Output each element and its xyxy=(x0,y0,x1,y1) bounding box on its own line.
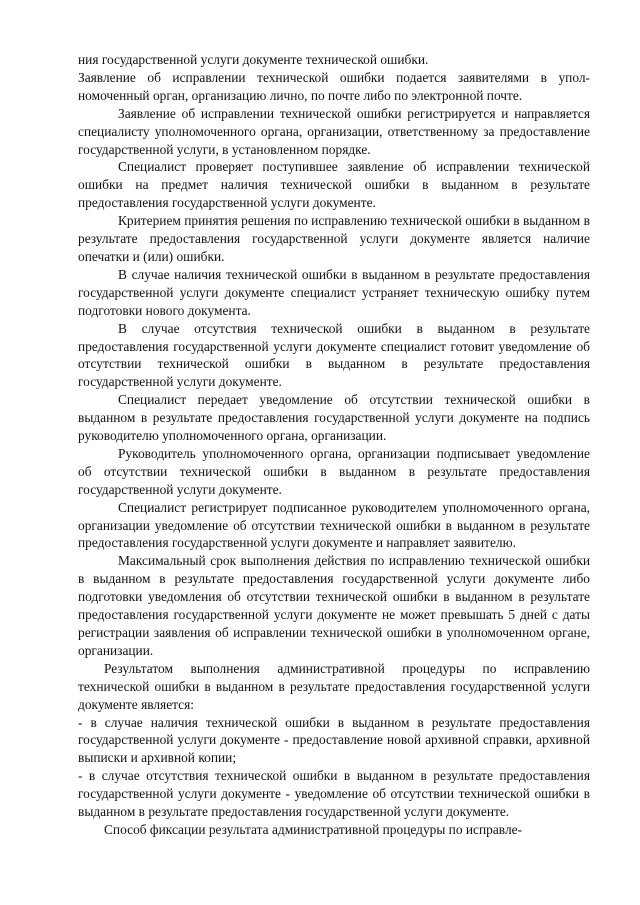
paragraph-max-term: Максимальный срок выполнения действия по исправлению технической ошибки в выданном в результате предоставления государственной услуги документе либо подготовки уведомления об отсутствии технической ошибки в выданном в результате предоставления государственной услуги документе не может превышать 5 дней с даты регистрации заявления об исправлении технической ошибки в уполномоченном органе, организации. xyxy=(78,553,590,658)
paragraph-decision-criteria: Критерием принятия решения по исправлению технической ошибки в выданном в результате предоставления государственной услуги документе является наличие опечатки и (или) ошибки. xyxy=(78,213,590,264)
paragraph-application-submission: Заявление об исправлении технической ошибки подается заявителями в уполномоченный орган, организацию лично, по почте либо по электронной почте. xyxy=(78,69,590,103)
document-page xyxy=(78,51,590,839)
paragraph-error-absent: В случае отсутствия технической ошибки в выданном в результате предоставления государственной услуги документе специалист готовит уведомление об отсутствии технической ошибки в выданном в результате предоставления государственной услуги документе. xyxy=(78,320,590,390)
paragraph-fixation-method: Способ фиксации результата административной процедуры по исправле- xyxy=(104,821,523,837)
paragraph-application-registration: Заявление об исправлении технической ошибки регистрируется и направляется специалисту уполномоченного органа, организации, ответственному за предоставление государственной услуги, в установленном порядке. xyxy=(78,105,590,157)
paragraph-error-present: В случае наличия технической ошибки в выданном в результате предоставления государственной услуги документе специалист устраняет техническую ошибку путем подготовки нового документа. xyxy=(78,266,590,318)
list-item-error-absent: - в случае отсутствия технической ошибки в выданном в результате предоставления государственной услуги документе - уведомление об отсутствии технической ошибки в выданном в результате предоставления государственной услуги документе. xyxy=(78,768,590,820)
paragraph-notice-to-head: Специалист передает уведомление об отсутствии технической ошибки в выданном в результате предоставления государственной услуги документе на подпись руководителю уполномоченного органа, организации. xyxy=(78,392,590,444)
paragraph-notice-registration: Специалист регистрирует подписанное руководителем уполномоченного органа, организации уведомление об отсутствии технической ошибки в выданном в результате предоставления государственной услуги документе и направляет заявителю. xyxy=(78,499,590,551)
list-item-error-present: - в случае наличия технической ошибки в выданном в результате предоставления государственной услуги документе - предоставление новой архивной справки, архивной выписки и архивной копии; xyxy=(78,714,590,766)
paragraph-continuation: ния государственной услуги документе технической ошибки. xyxy=(78,52,429,67)
paragraph-result-intro: Результатом выполнения административной процедуры по исправлению технической ошибки в выданном в результате предоставления государственной услуги документе является: xyxy=(78,660,590,712)
paragraph-head-signs: Руководитель уполномоченного органа, организации подписывает уведомление об отсутствии технической ошибки в выданном в результате предоставления государственной услуги документе. xyxy=(78,445,590,497)
paragraph-specialist-check: Специалист проверяет поступившее заявление об исправлении технической ошибки на предмет наличия технической ошибки в выданном в результате предоставления государственной услуги документе. xyxy=(78,159,590,211)
